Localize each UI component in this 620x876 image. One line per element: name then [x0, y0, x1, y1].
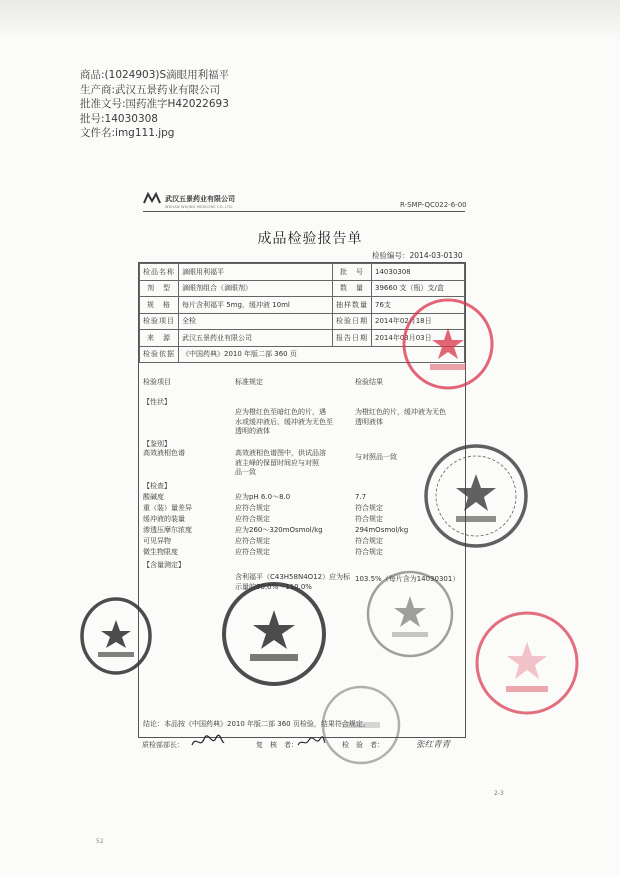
purpose-label: 检验项目: [140, 313, 179, 330]
supervisor-signature-icon: [190, 733, 226, 751]
meta-manufacturer: 生产商:武汉五景药业有限公司: [80, 83, 221, 96]
section-traits: 【性状】: [143, 398, 171, 406]
check-date-value: 2014年02月18日: [372, 313, 465, 330]
company-logo-icon: [143, 192, 161, 205]
col-item-header: 检验项目: [143, 378, 171, 386]
check-item: 缓冲液的装量: [143, 515, 185, 523]
check-date-label: 检验日期: [333, 313, 372, 330]
table-row: [140, 264, 465, 281]
company-name: 武汉五景药业有限公司: [165, 194, 235, 203]
product-meta: [80, 68, 229, 141]
scan-shadow: [0, 0, 620, 40]
check-standard: 应符合规定: [235, 537, 270, 545]
meta-product: 商品:(1024903)S滴眼用利福平: [80, 69, 230, 81]
check-standard: 应为pH 6.0～8.0: [235, 493, 291, 501]
nanjing-seal-icon: [218, 578, 330, 690]
form-label: 剂 型: [140, 280, 179, 297]
red-pharma-seal-icon: [470, 606, 584, 720]
traits-standard-line: 水或缓冲液后，缓冲液为无色至: [235, 417, 333, 426]
meta-batch: 批号:14030308: [80, 112, 158, 125]
quantity-label: 数 量: [333, 280, 372, 297]
page-mark: 2-3: [494, 790, 504, 797]
basis-value: 《中国药典》2010 年版二部 360 页: [179, 346, 465, 363]
company-name-en: WUHAN WUJING MEDICINE CO.,LTD.: [165, 205, 234, 209]
document-number: R-SMP-QC022-6-00: [400, 201, 467, 209]
check-standard: 应符合规定: [235, 504, 270, 512]
hospital-seal-icon: [78, 596, 154, 676]
red-company-seal-icon: [398, 294, 498, 394]
company-letterhead: [143, 192, 235, 205]
check-result: 符合规定: [355, 537, 383, 545]
check-result: 符合规定: [355, 548, 383, 556]
quantity-value: 39660 支（瓶）支/盒: [372, 280, 465, 297]
basis-label: 检验依据: [140, 346, 179, 363]
traits-standard-line: 应为橙红色至暗红色的片，遇: [235, 408, 326, 416]
section-assay: 【含量测定】: [143, 561, 185, 569]
ident-item: 高效液相色谱: [143, 449, 185, 457]
col-result-header: 检验结果: [355, 378, 383, 386]
check-number-value: 2014-03-0130: [409, 251, 463, 260]
corner-mark: 52: [96, 838, 104, 845]
assay-result: 103.5%（每片含为14030301）: [355, 575, 460, 583]
report-title: 成品检验报告单: [257, 231, 363, 247]
assay-standard-line: 含利福平（C43H58N4O12）应为标: [235, 573, 351, 581]
form-value: 滴眼剂组合（滴眼剂）: [179, 280, 333, 297]
check-standard: 应符合规定: [235, 548, 270, 556]
name-label: 检品名称: [140, 264, 179, 281]
check-item: 酸碱度: [143, 493, 164, 501]
section-ident: 【鉴别】: [143, 440, 171, 448]
traits-standard: [235, 408, 333, 437]
check-standard: 应符合规定: [235, 515, 270, 523]
traits-result-line: 为橙红色的片，缓冲液为无色: [355, 408, 446, 416]
letterhead-divider: [143, 211, 465, 212]
meta-approval: 批准文号:国药准字H42022693: [80, 98, 229, 110]
check-item: 微生物限度: [143, 548, 178, 556]
conclusion: 结论：本品按《中国药典》2010 年版二部 360 页检验，结果符合规定。: [143, 720, 370, 728]
section-check: 【检查】: [143, 482, 171, 490]
spec-value: 每片含利福平 5mg，缓冲液 10ml: [179, 297, 333, 314]
batch-label: 批 号: [333, 264, 372, 281]
traits-result: [355, 408, 446, 427]
check-result: 7.7: [355, 493, 367, 501]
col-standard-header: 标准规定: [235, 378, 263, 386]
ident-standard-line: 液主峰的保留时间应与对照: [235, 458, 319, 467]
check-item: 可见异物: [143, 537, 171, 545]
purpose-value: 全检: [179, 313, 333, 330]
reviewer-label: 复 核 者：: [256, 741, 298, 749]
name-value: 滴眼用利福平: [179, 264, 333, 281]
check-item: 渗透压摩尔浓度: [143, 526, 192, 534]
supervisor-label: 质检部部长：: [142, 741, 184, 749]
source-value: 武汉五景药业有限公司: [179, 330, 333, 347]
sample-value: 76支: [372, 297, 465, 314]
traits-result-line: 透明液体: [355, 417, 383, 426]
assay-standard-line: 示量的90.0%～110.0%: [235, 582, 312, 591]
check-result: 294mOsmol/kg: [355, 526, 409, 534]
check-result: 符合规定: [355, 504, 383, 512]
check-result: 符合规定: [355, 515, 383, 523]
inspection-seal-icon: [362, 566, 458, 662]
traits-standard-line: 透明的液体: [235, 427, 270, 435]
sample-label: 抽样数量: [333, 297, 372, 314]
ident-standard-line: 品一致: [235, 468, 256, 476]
inspector-label: 检 验 者：: [342, 741, 384, 749]
check-number: [372, 250, 463, 261]
ident-standard-line: 高效液相色谱图中，供试品溶: [235, 449, 326, 457]
check-item: 重（装）量差异: [143, 504, 192, 512]
faint-seal-icon: [318, 682, 404, 768]
report-date-value: 2014年03月03日: [372, 330, 465, 347]
logistics-seal-icon: [420, 440, 532, 552]
meta-filename: 文件名:img111.jpg: [80, 127, 175, 139]
inspector-signature: 张红青青: [416, 740, 451, 750]
check-number-label: 检验编号：: [372, 251, 410, 260]
source-label: 来 源: [140, 330, 179, 347]
ident-result: 与对照品一致: [355, 453, 397, 461]
ident-standard: [235, 449, 326, 478]
batch-value: 14030308: [372, 264, 465, 281]
check-standard: 应为260～320mOsmol/kg: [235, 526, 323, 534]
report-date-label: 报告日期: [333, 330, 372, 347]
spec-label: 规 格: [140, 297, 179, 314]
